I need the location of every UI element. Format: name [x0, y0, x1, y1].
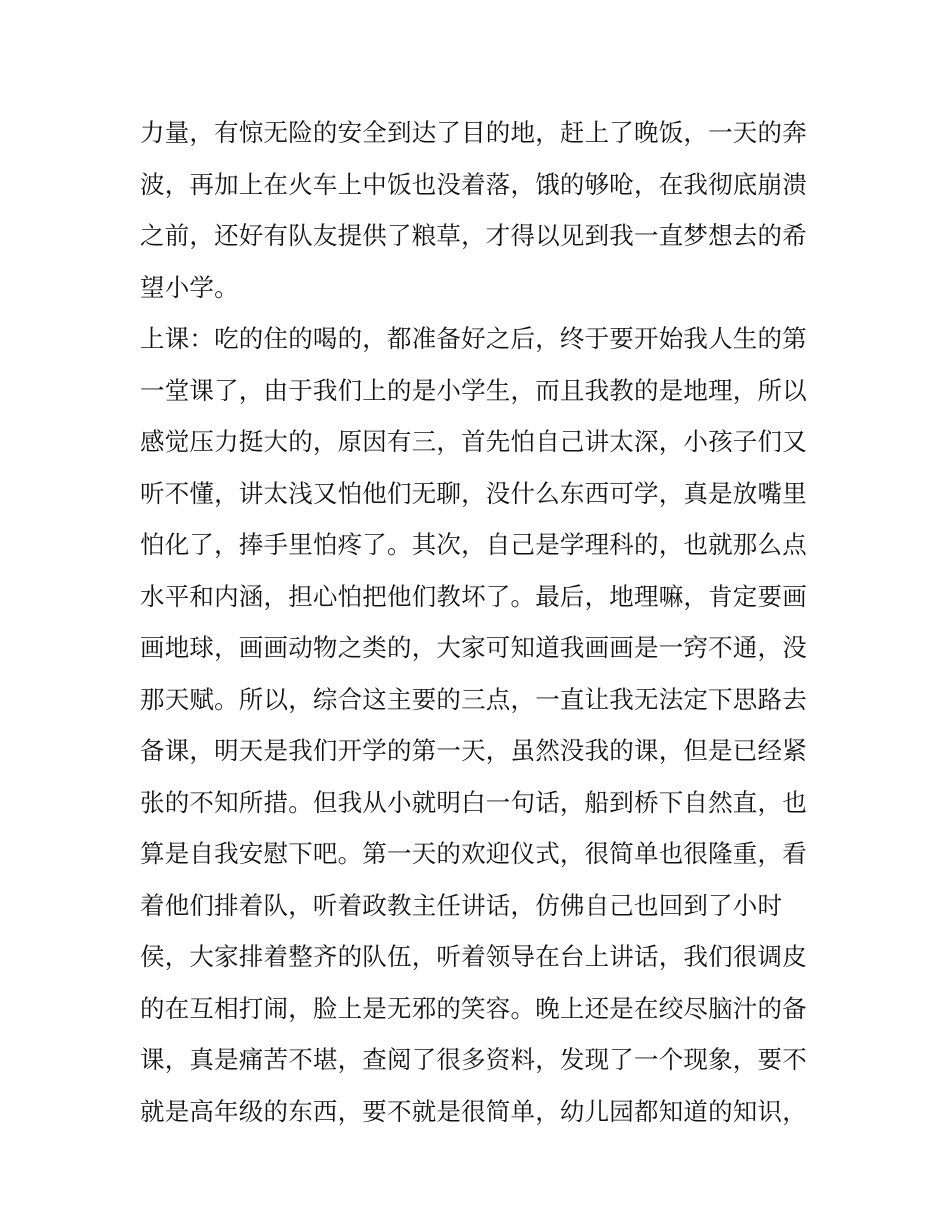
text-line: 的在互相打闹，脸上是无邪的笑容。晚上还是在绞尽脑汁的备 — [140, 993, 807, 1023]
text-line: 着他们排着队，听着政教主任讲话，仿佛自己也回到了小时 — [140, 890, 783, 920]
text-line: 上课：吃的住的喝的，都准备好之后，终于要开始我人生的第 — [140, 324, 807, 353]
text-line: 感觉压力挺大的，原因有三，首先怕自己讲太深，小孩子们又 — [140, 427, 807, 456]
text-line: 张的不知所措。但我从小就明白一句话，船到桥下自然直，也 — [140, 787, 807, 817]
text-line: 力量，有惊无险的安全到达了目的地，赶上了晚饭，一天的奔 — [140, 118, 807, 147]
text-line: 就是高年级的东西，要不就是很简单，幼儿园都知道的知识， — [140, 1096, 807, 1126]
text-line: 望小学。 — [140, 272, 239, 302]
text-line: 水平和内涵，担心怕把他们教坏了。最后，地理嘛，肯定要画 — [140, 581, 807, 611]
text-line: 备课，明天是我们开学的第一天，虽然没我的课，但是已经紧 — [140, 736, 807, 765]
text-line: 波，再加上在火车上中饭也没着落，饿的够呛，在我彻底崩溃 — [140, 169, 807, 199]
text-line: 听不懂，讲太浅又怕他们无聊，没什么东西可学，真是放嘴里 — [140, 478, 807, 508]
text-line: 那天赋。所以，综合这主要的三点，一直让我无法定下思路去 — [140, 684, 807, 714]
text-line: 课，真是痛苦不堪，查阅了很多资料，发现了一个现象，要不 — [140, 1045, 807, 1074]
text-line: 侯，大家排着整齐的队伍，听着领导在台上讲话，我们很调皮 — [140, 942, 807, 971]
text-line: 画地球，画画动物之类的，大家可知道我画画是一窍不通，没 — [140, 633, 807, 662]
text-line: 一堂课了，由于我们上的是小学生，而且我教的是地理，所以 — [140, 375, 807, 405]
text-line: 怕化了，捧手里怕疼了。其次，自己是学理科的，也就那么点 — [140, 530, 807, 559]
body-text — [140, 107, 820, 1137]
text-line: 之前，还好有队友提供了粮草，才得以见到我一直梦想去的希 — [140, 221, 807, 250]
text-line: 算是自我安慰下吧。第一天的欢迎仪式，很简单也很隆重，看 — [140, 839, 807, 868]
